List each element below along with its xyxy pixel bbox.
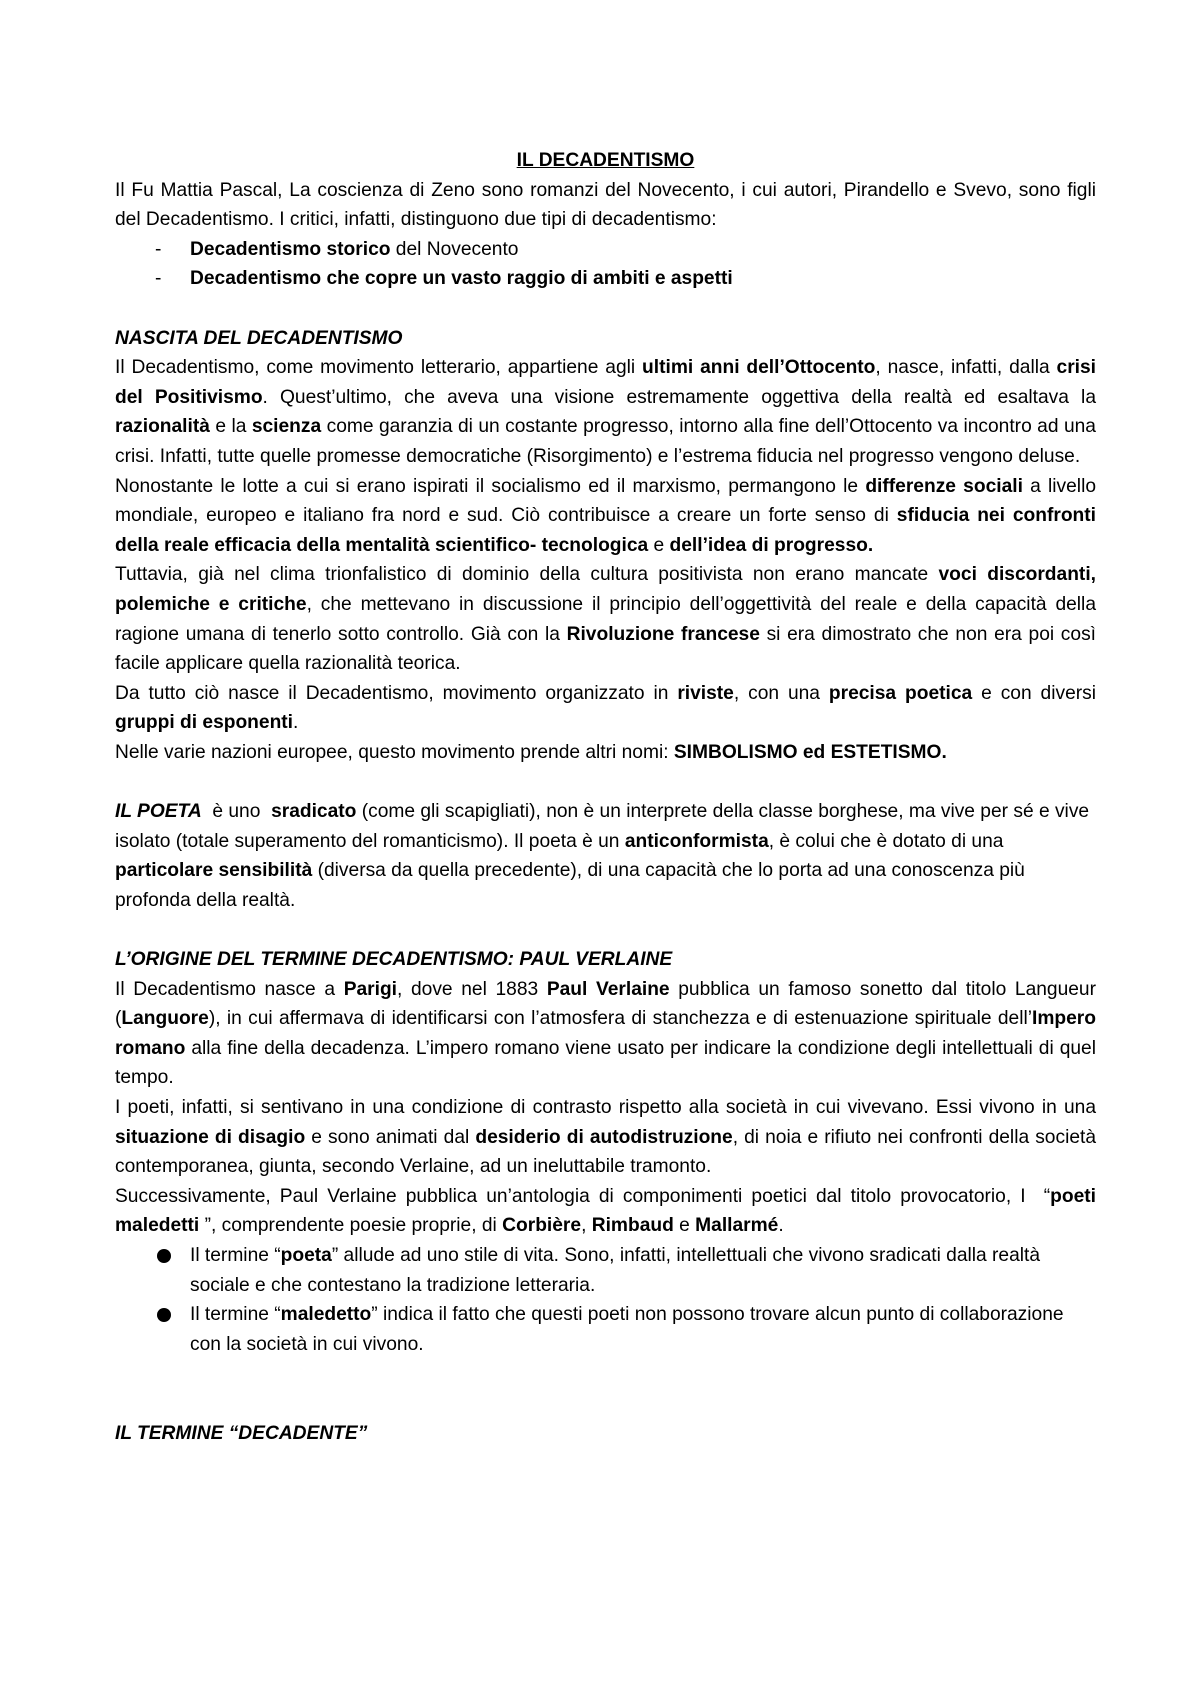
section-heading-poeta: IL POETA: [115, 801, 202, 823]
dash-marker: -: [155, 268, 162, 290]
origine-paragraph-3: Successivamente, Paul Verlaine pubblica un’antologia di componimenti poetici dal titolo provocatorio, I “poeti maledetti ”, comprendente poesie proprie, di Corbière, Rimbaud e Mallarmé.: [115, 1185, 1096, 1237]
section-heading-origine: L’ORIGINE DEL TERMINE DECADENTISMO: PAUL VERLAINE: [115, 949, 673, 971]
nascita-paragraph-5: Nelle varie nazioni europee, questo movimento prende altri nomi: SIMBOLISMO ed ESTETISMO.: [115, 741, 947, 763]
blank-line: [115, 915, 1096, 945]
document-title: IL DECADENTISMO: [516, 150, 695, 171]
nascita-paragraph-2: Nonostante le lotte a cui si erano ispirati il socialismo ed il marxismo, permangono le differenze sociali a livello mondiale, europeo e italiano fra nord e sud. Ciò contribuisce a creare un forte senso di sfiducia nei confronti della reale efficacia della mentalità scientifico- tecnologica e dell’idea di progresso.: [115, 475, 1097, 556]
nascita-paragraph-1: Il Decadentismo, come movimento letterario, appartiene agli ultimi anni dell’Ottocento, nasce, infatti, dalla crisi del Positivismo. Quest’ultimo, che aveva una visione estremamente oggettiva della realtà ed esaltava la razionalità e la scienza come garanzia di un costante progresso, intorno alla fine dell’Ottocento va incontro ad una crisi. Infatti, tutte quelle promesse democratiche (Risorgimento) e l’estrema fiducia nel progresso vengono deluse.: [115, 357, 1097, 467]
list-item: Il termine “maledetto” indica il fatto che questi poeti non possono trovare alcun punto di collaborazione con la società in cui vivono.: [115, 1300, 1096, 1359]
section-heading-termine: IL TERMINE “DECADENTE”: [115, 1422, 368, 1444]
section-heading-nascita: NASCITA DEL DECADENTISMO: [115, 327, 403, 349]
blank-line: [115, 294, 1096, 324]
list-item: [115, 235, 1096, 265]
blank-line: [115, 1359, 1096, 1389]
bullet-dot-icon: [157, 1308, 171, 1322]
list-item: [115, 264, 1096, 294]
termini-bullet-list: [115, 1241, 1096, 1359]
blank-line: [115, 1389, 1096, 1419]
poeta-paragraph: IL POETA è uno sradicato (come gli scapigliati), non è un interprete della classe borghese, ma vive per sé e vive isolato (totale superamento del romanticismo). Il poeta è un anticonformista, è colui che è dotato di una particolare sensibilità (diversa da quella precedente), di una capacità che lo porta ad una conoscenza più profonda della realtà.: [115, 801, 1090, 911]
list-item-bold: Decadentismo che copre un vasto raggio di ambiti e aspetti: [190, 268, 733, 290]
origine-paragraph-1: Il Decadentismo nasce a Parigi, dove nel 1883 Paul Verlaine pubblica un famoso sonetto dal titolo Langueur (Languore), in cui affermava di identificarsi con l’atmosfera di stanchezza e di estenuazione spirituale dell’Impero romano alla fine della decadenza. L’impero romano viene usato per indicare la condizione degli intellettuali di quel tempo.: [115, 978, 1096, 1089]
document-page: [115, 146, 1096, 1448]
bullet-dot-icon: [157, 1249, 171, 1263]
list-item-bold: Decadentismo storico: [190, 238, 391, 260]
decadentismo-types-list: [115, 235, 1096, 294]
nascita-paragraph-4: Da tutto ciò nasce il Decadentismo, movimento organizzato in riviste, con una precisa poetica e con diversi gruppi di esponenti.: [115, 682, 1096, 734]
list-item: Il termine “poeta” allude ad uno stile di vita. Sono, infatti, intellettuali che vivono sradicati dalla realtà sociale e che contestano la tradizione letteraria.: [115, 1241, 1096, 1300]
origine-paragraph-2: I poeti, infatti, si sentivano in una condizione di contrasto rispetto alla società in cui vivevano. Essi vivono in una situazione di disagio e sono animati dal desiderio di autodistruzione, di noia e rifiuto nei confronti della società contemporanea, giunta, secondo Verlaine, ad un ineluttabile tramonto.: [115, 1097, 1096, 1178]
dash-marker: -: [155, 238, 162, 260]
nascita-paragraph-3: Tuttavia, già nel clima trionfalistico di dominio della cultura positivista non erano mancate voci discordanti, polemiche e critiche, che mettevano in discussione il principio dell’oggettività del reale e della capacità della ragione umana di tenerlo sotto controllo. Già con la Rivoluzione francese si era dimostrato che non era poi così facile applicare quella razionalità teorica.: [115, 564, 1096, 675]
intro-paragraph: Il Fu Mattia Pascal, La coscienza di Zeno sono romanzi del Novecento, i cui autori, Pirandello e Svevo, sono figli del Decadentismo. I critici, infatti, distinguono due tipi di decadentismo:: [115, 179, 1096, 231]
list-item-text: del Novecento: [390, 238, 519, 260]
blank-line: [115, 767, 1096, 797]
